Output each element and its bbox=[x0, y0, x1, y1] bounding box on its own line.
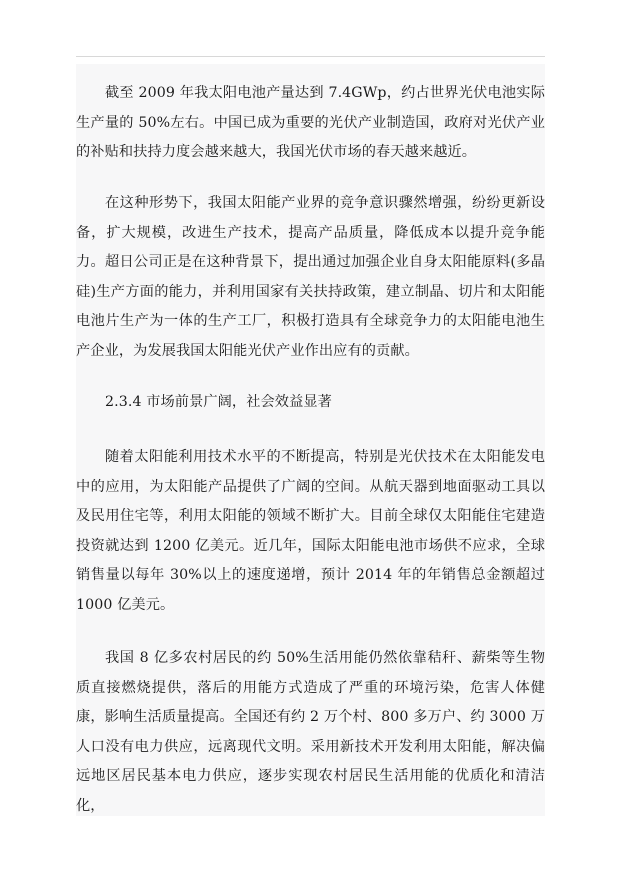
paragraph-1: 截至 2009 年我太阳电池产量达到 7.4GWp，约占世界光伏电池实际生产量的 50%左右。中国已成为重要的光伏产业制造国，政府对光伏产业的补贴和扶持力度会越来越大，我国光伏市场的春天越来越近。 bbox=[76, 85, 545, 161]
paragraph-4: 我国 8 亿多农村居民的约 50%生活用能仍然依靠秸秆、薪柴等生物质直接燃烧提供，落后的用能方式造成了严重的环境污染，危害人体健康，影响生活质量提高。全国还有约 2 万个村、800 多万户、约 3000 万人口没有电力供应，远离现代文明。采用新技术开发利用太阳能，解决偏远地区居民基本电力供应，逐步实现农村居民生活用能的优质化和清洁化， bbox=[76, 650, 545, 814]
paragraph-3: 随着太阳能利用技术水平的不断提高，特别是光伏技术在太阳能发电中的应用，为太阳能产品提供了广阔的空间。从航天器到地面驱动工具以及民用住宅等，利用太阳能的领域不断扩大。目前全球仅太阳能住宅建造投资就达到 1200 亿美元。近几年，国际太阳能电池市场供不应求，全球销售量以每年 30%以上的速度递增，预计 2014 年的年销售总金额超过 1000 亿美元。 bbox=[76, 449, 545, 613]
document-body bbox=[76, 64, 545, 816]
paragraph-2: 在这种形势下，我国太阳能产业界的竞争意识骤然增强，纷纷更新设备，扩大规模，改进生产技术，提高产品质量，降低成本以提升竞争能力。超日公司正是在这种背景下，提出通过加强企业自身太阳能原料(多晶硅)生产方面的能力，并利用国家有关扶持政策，建立制晶、切片和太阳能电池片生产为一体的生产工厂，积极打造具有全球竞争力的太阳能电池生产企业，为发展我国太阳能光伏产业作出应有的贡献。 bbox=[76, 195, 545, 359]
section-heading: 2.3.4 市场前景广阔，社会效益显著 bbox=[105, 394, 332, 410]
header-rule bbox=[76, 56, 545, 57]
